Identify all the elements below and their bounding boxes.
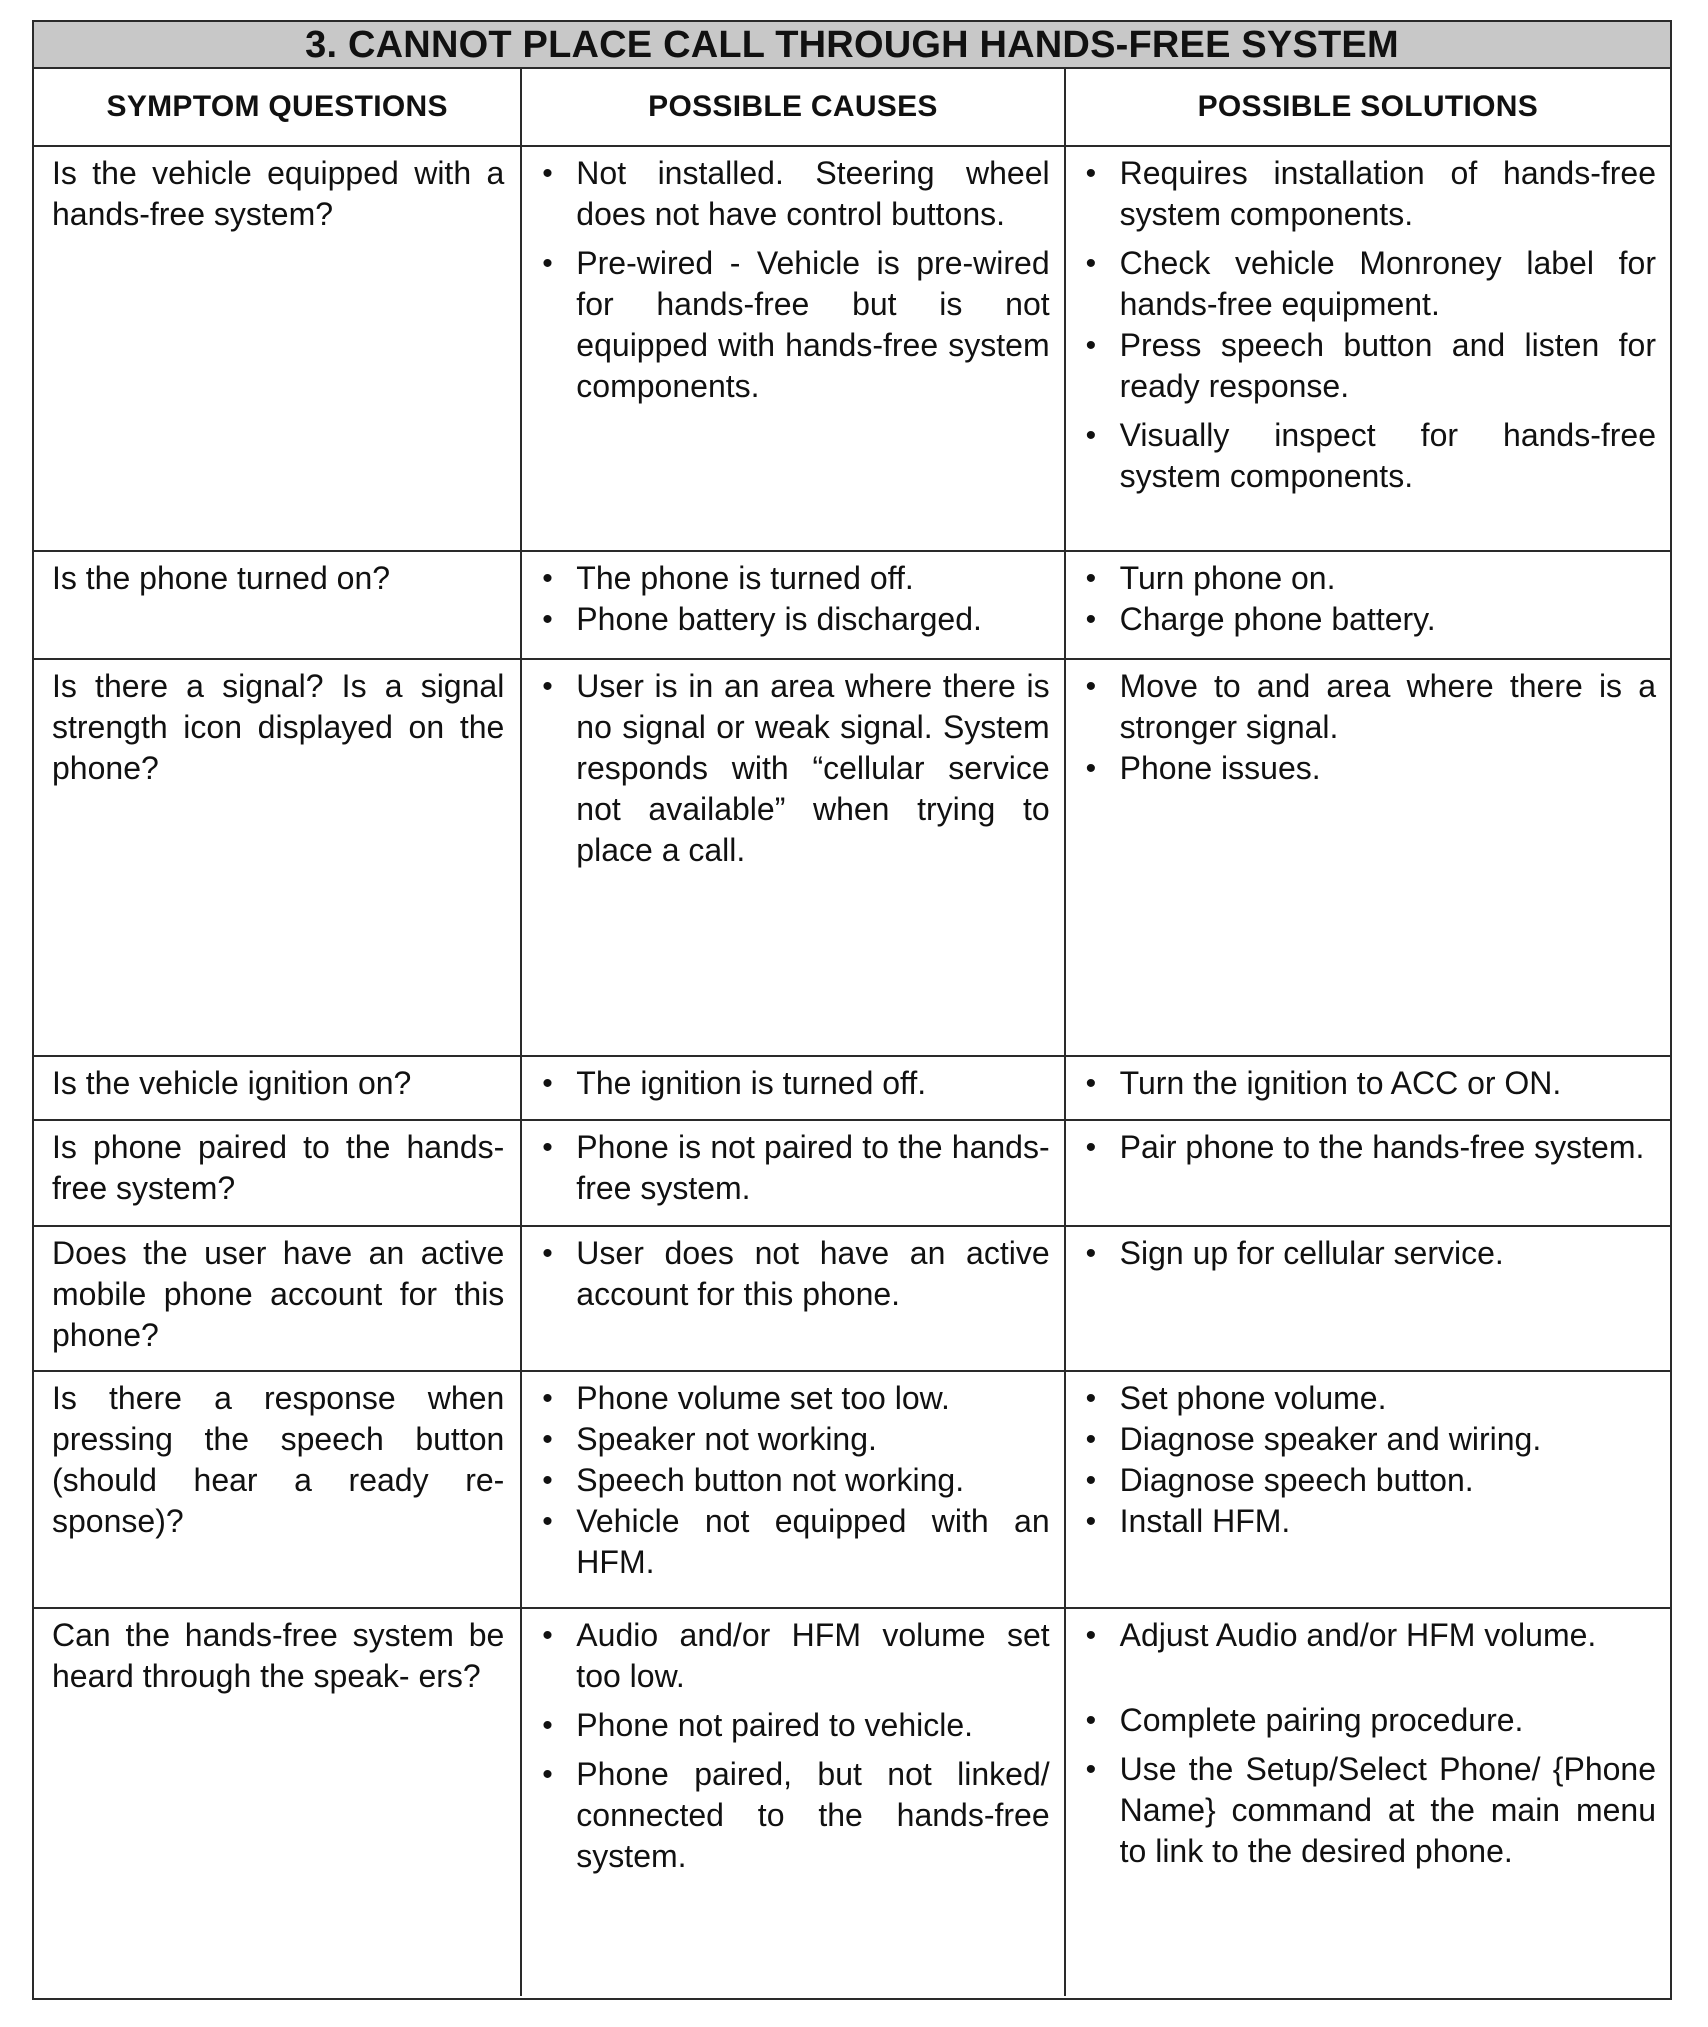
cause-item: • Vehicle not equipped with an HFM. (532, 1501, 1049, 1583)
possible-solutions (1065, 551, 1670, 659)
symptom-question: Is the phone turned on? (34, 551, 521, 659)
table-row (34, 146, 1670, 551)
solution-item: • Visually inspect for hands-free system components. (1076, 415, 1656, 497)
solution-item: • Sign up for cellular service. (1076, 1233, 1656, 1274)
cause-item: • Phone paired, but not linked/ connected to the hands-free system. (532, 1754, 1049, 1877)
cause-item: • The phone is turned off. (532, 558, 1049, 599)
possible-solutions (1065, 659, 1670, 1056)
header-symptom-questions: SYMPTOM QUESTIONS (34, 69, 521, 146)
solution-item: • Charge phone battery. (1076, 599, 1656, 640)
possible-solutions (1065, 1120, 1670, 1226)
symptom-question: Does the user have an active mobile phone account for this phone? (34, 1226, 521, 1371)
solution-item: • Use the Setup/Select Phone/ {Phone Name} command at the main menu to link to the desired phone. (1076, 1749, 1656, 1872)
cause-item: • User does not have an active account for this phone. (532, 1233, 1049, 1315)
possible-solutions (1065, 1226, 1670, 1371)
symptom-question: Is the vehicle ignition on? (34, 1056, 521, 1120)
solution-item: • Set phone volume. (1076, 1378, 1656, 1419)
troubleshooting-document (32, 20, 1672, 2000)
symptom-question: Is there a signal? Is a signal strength icon displayed on the phone? (34, 659, 521, 1056)
possible-solutions (1065, 1371, 1670, 1608)
solution-item: • Turn phone on. (1076, 558, 1656, 599)
header-row (34, 69, 1670, 146)
possible-causes (521, 1056, 1064, 1120)
solution-item: • Requires installation of hands-free system components. (1076, 153, 1656, 235)
symptom-question: Is phone paired to the hands-free system? (34, 1120, 521, 1226)
header-possible-causes: POSSIBLE CAUSES (521, 69, 1064, 146)
table-row (34, 1056, 1670, 1120)
possible-causes (521, 1608, 1064, 1996)
cause-item: • Speech button not working. (532, 1460, 1049, 1501)
table-row (34, 1120, 1670, 1226)
solution-item: • Turn the ignition to ACC or ON. (1076, 1063, 1656, 1104)
solution-item: • Install HFM. (1076, 1501, 1656, 1542)
cause-item: • Phone not paired to vehicle. (532, 1705, 1049, 1746)
table-row (34, 1608, 1670, 1996)
solution-item: • Phone issues. (1076, 748, 1656, 789)
cause-item: • Not installed. Steering wheel does not have control buttons. (532, 153, 1049, 235)
cause-item: • Phone battery is discharged. (532, 599, 1049, 640)
solution-item: • Pair phone to the hands-free system. (1076, 1127, 1656, 1168)
table-row (34, 1371, 1670, 1608)
solution-item: • Press speech button and listen for ready response. (1076, 325, 1656, 407)
possible-causes (521, 1371, 1064, 1608)
table-row (34, 659, 1670, 1056)
cause-item: • Pre-wired - Vehicle is pre-wired for hands-free but is not equipped with hands-free system components. (532, 243, 1049, 407)
possible-causes (521, 146, 1064, 551)
cause-item: • The ignition is turned off. (532, 1063, 1049, 1104)
solution-item: • Move to and area where there is a stronger signal. (1076, 666, 1656, 748)
symptom-question: Is there a response when pressing the speech button (should hear a ready re- sponse)? (34, 1371, 521, 1608)
possible-solutions (1065, 146, 1670, 551)
solution-item: • Check vehicle Monroney label for hands-free equipment. (1076, 243, 1656, 325)
symptom-question: Can the hands-free system be heard through the speak- ers? (34, 1608, 521, 1996)
cause-item: • Phone volume set too low. (532, 1378, 1049, 1419)
section-title: 3. CANNOT PLACE CALL THROUGH HANDS-FREE SYSTEM (34, 22, 1670, 69)
solution-item: • Diagnose speech button. (1076, 1460, 1656, 1501)
solution-item: • Complete pairing procedure. (1076, 1700, 1656, 1741)
symptom-question: Is the vehicle equipped with a hands-free system? (34, 146, 521, 551)
cause-item: • User is in an area where there is no signal or weak signal. System responds with “cellular service not available” when trying to place a call. (532, 666, 1049, 871)
possible-causes (521, 551, 1064, 659)
solution-item: • Adjust Audio and/or HFM volume. (1076, 1615, 1656, 1656)
possible-causes (521, 659, 1064, 1056)
troubleshooting-table (34, 69, 1670, 1996)
possible-causes (521, 1226, 1064, 1371)
table-row (34, 1226, 1670, 1371)
possible-solutions (1065, 1056, 1670, 1120)
cause-item: • Speaker not working. (532, 1419, 1049, 1460)
cause-item: • Phone is not paired to the hands-free system. (532, 1127, 1049, 1209)
possible-causes (521, 1120, 1064, 1226)
cause-item: • Audio and/or HFM volume set too low. (532, 1615, 1049, 1697)
header-possible-solutions: POSSIBLE SOLUTIONS (1065, 69, 1670, 146)
possible-solutions (1065, 1608, 1670, 1996)
solution-item: • Diagnose speaker and wiring. (1076, 1419, 1656, 1460)
table-row (34, 551, 1670, 659)
